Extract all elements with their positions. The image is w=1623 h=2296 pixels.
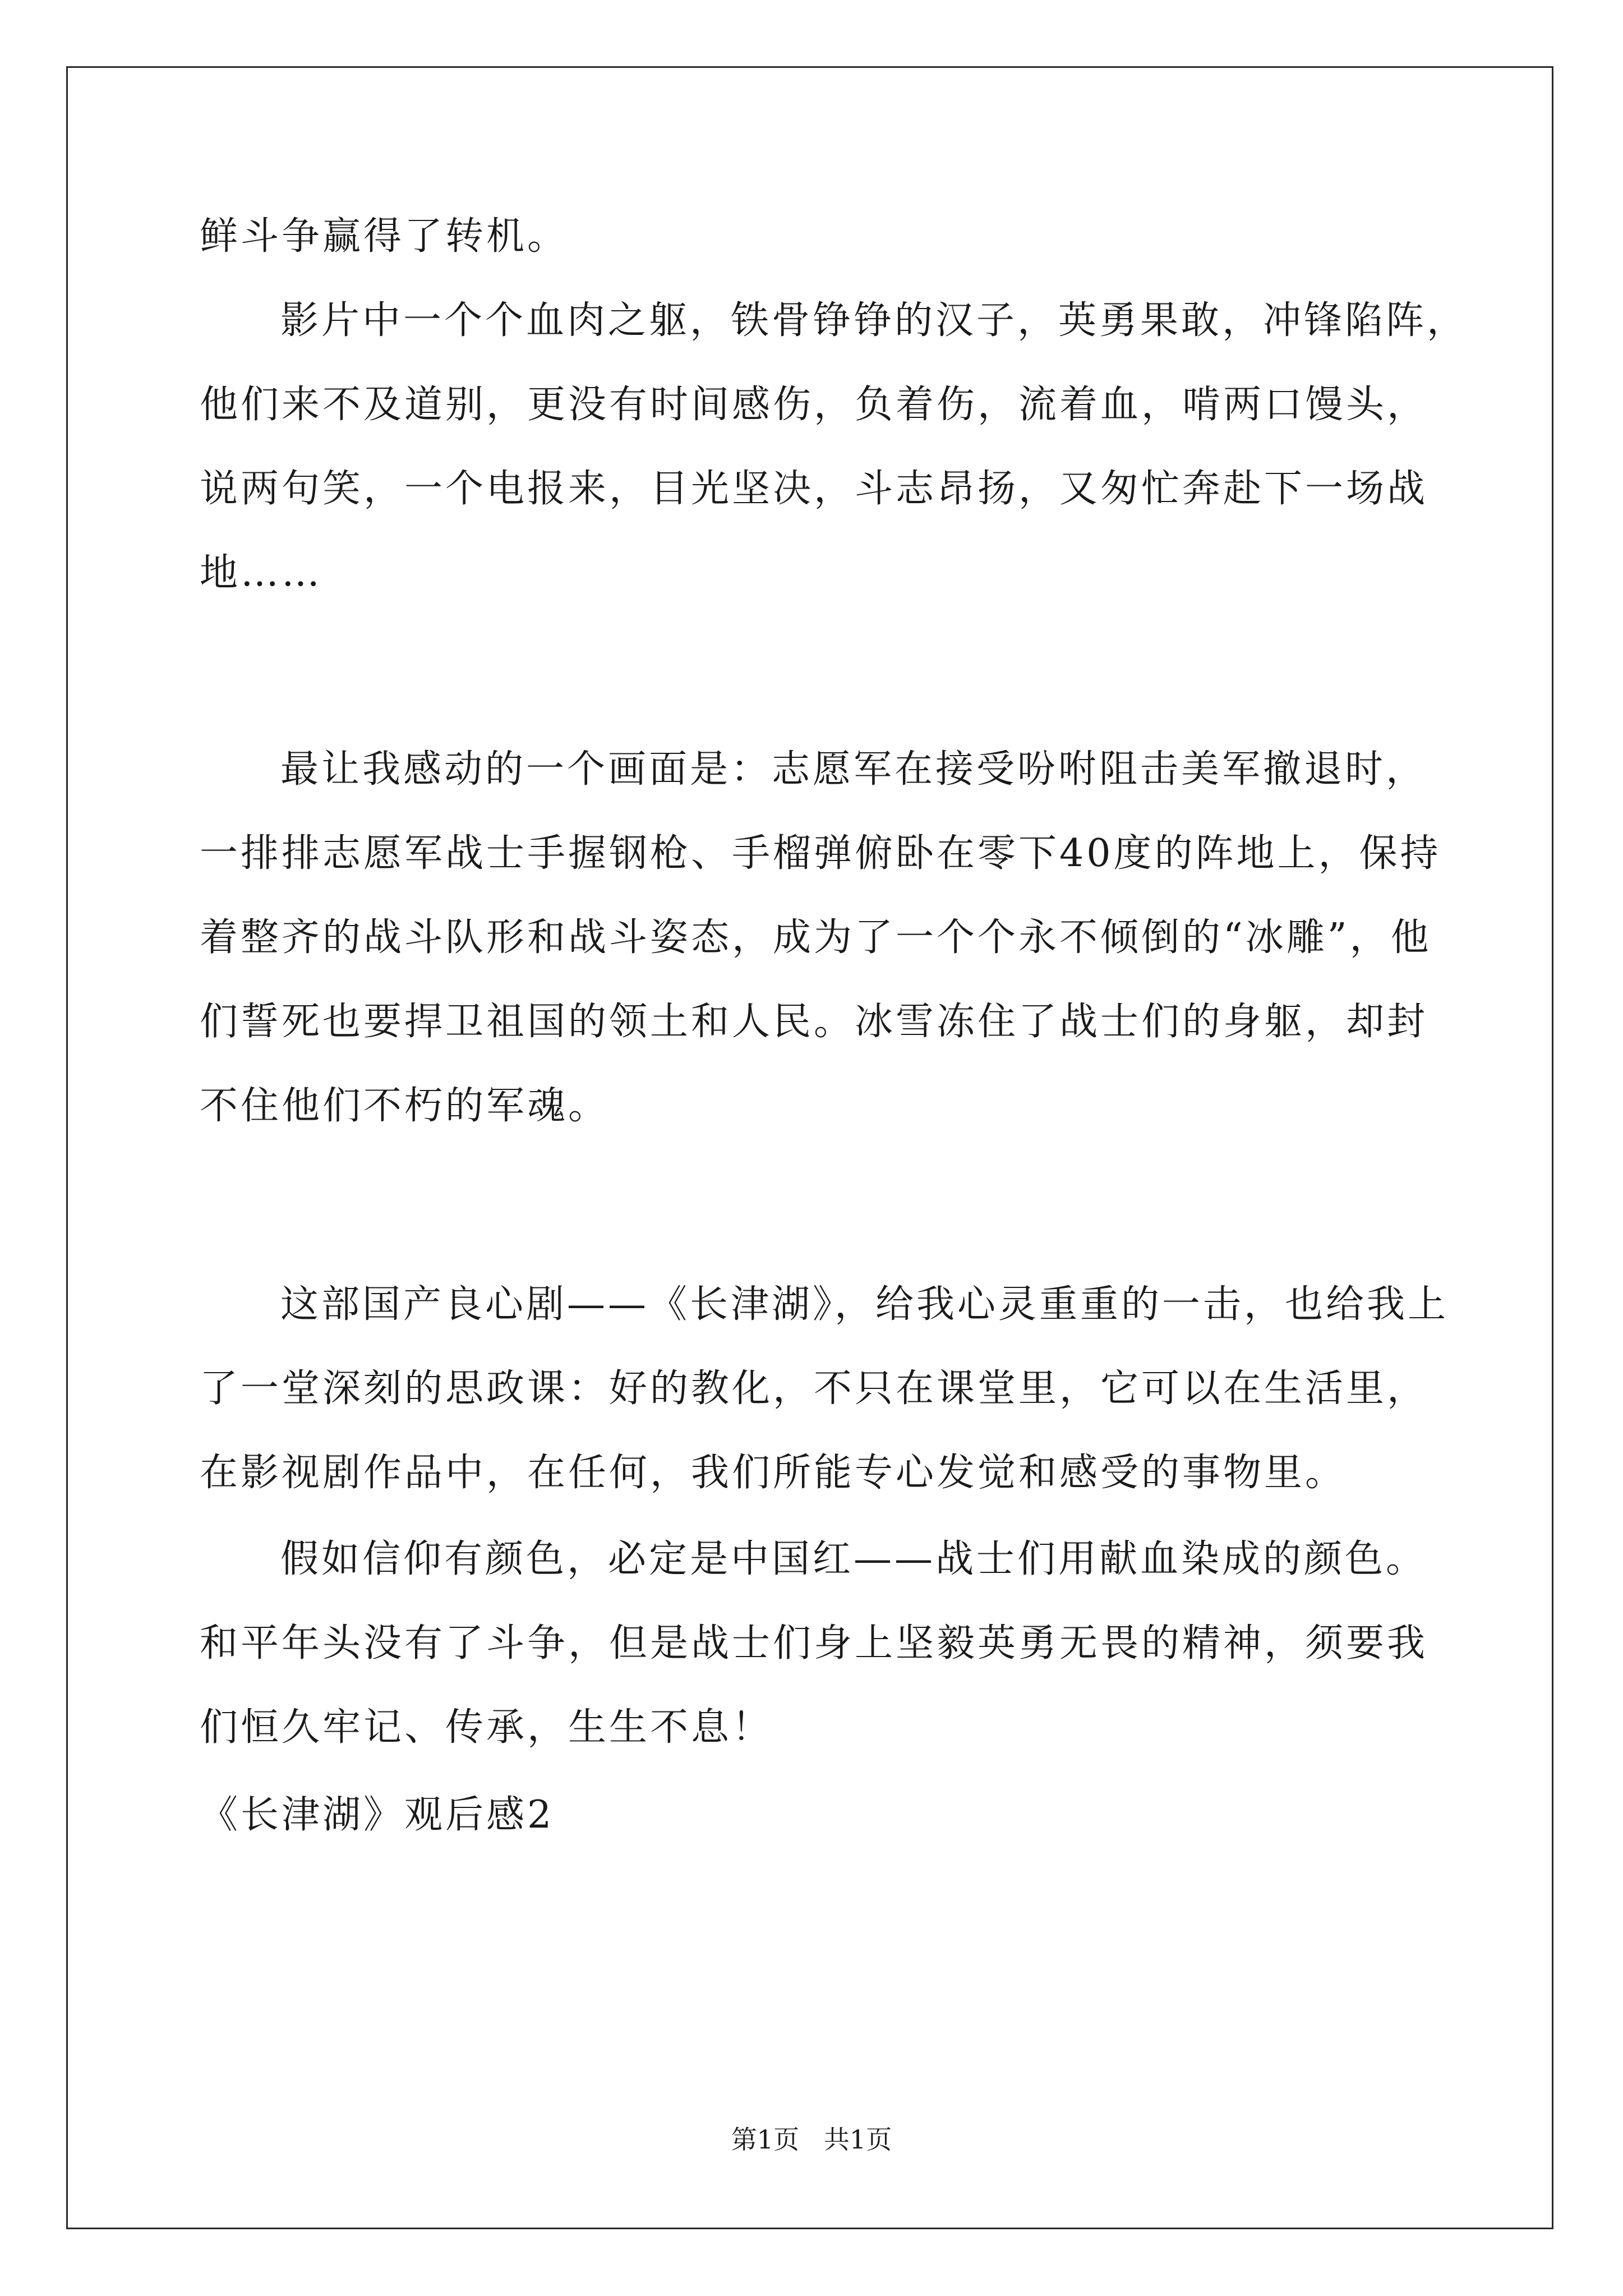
paragraph-line: 影片中一个个血肉之躯，铁骨铮铮的汉子，英勇果敢，冲锋陷阵， (280, 298, 1468, 343)
paragraph-line: 着整齐的战斗队形和战斗姿态，成为了一个个永不倾倒的“冰雕”，他 (200, 915, 1432, 960)
paragraph-line: 们誓死也要捍卫祖国的领土和人民。冰雪冻住了战士们的身躯，却封 (200, 1000, 1428, 1044)
section-heading: 《长津湖》观后感2 (200, 1793, 555, 1837)
paragraph-line: 假如信仰有颜色，必定是中国红——战士们用献血染成的颜色。 (280, 1537, 1427, 1581)
page-footer: 第1页 共1页 (731, 2124, 892, 2155)
paragraph-line: 不住他们不朽的军魂。 (200, 1084, 610, 1128)
paragraph-line: 这部国产良心剧——《长津湖》，给我心灵重重的一击，也给我上 (280, 1282, 1449, 1327)
paragraph-line: 在影视剧作品中，在任何，我们所能专心发觉和感受的事物里。 (200, 1451, 1347, 1495)
paragraph-line: 鲜斗争赢得了转机。 (200, 214, 569, 259)
paragraph-line: 了一堂深刻的思政课：好的教化，不只在课堂里，它可以在生活里， (200, 1366, 1428, 1411)
paragraph-line: 他们来不及道别，更没有时间感伤，负着伤，流着血，啃两口馒头， (200, 383, 1428, 427)
paragraph-line: 一排排志愿军战士手握钢枪、手榴弹俯卧在零下40度的阵地上，保持 (200, 831, 1441, 876)
paragraph-line: 们恒久牢记、传承，生生不息！ (200, 1705, 773, 1750)
paragraph-line: 最让我感动的一个画面是：志愿军在接受吩咐阻击美军撤退时， (280, 747, 1427, 792)
paragraph-line: 和平年头没有了斗争，但是战士们身上坚毅英勇无畏的精神，须要我 (200, 1621, 1428, 1665)
paragraph-line: 说两句笑，一个电报来，目光坚决，斗志昂扬，又匆忙奔赴下一场战 (200, 467, 1428, 511)
paragraph-line: 地…… (200, 551, 323, 595)
